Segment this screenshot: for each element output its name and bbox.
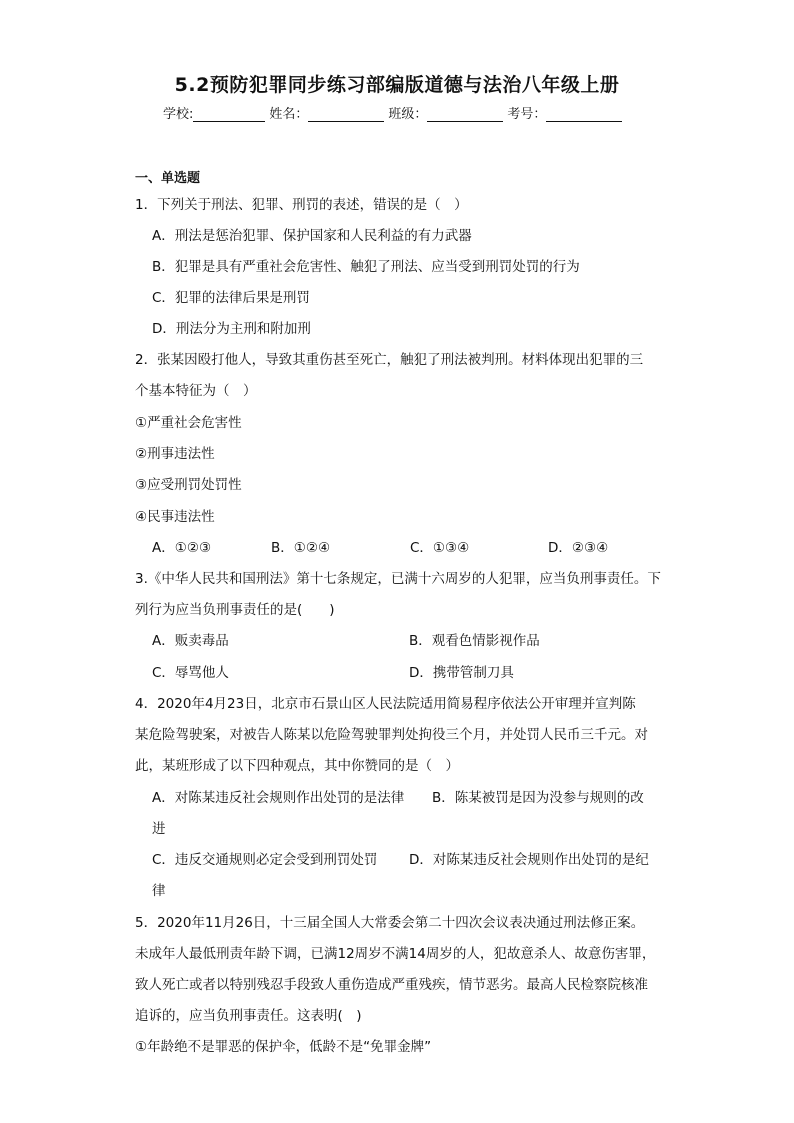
q5-stem-line3: 致人死亡或者以特别残忍手段致人重伤造成严重残疾，情节恶劣。最高人民检察院核准 xyxy=(135,977,648,993)
school-label: 学校: xyxy=(163,107,194,122)
q4-stem-line1: 4．2020年4月23日，北京市石景山区人民法院适用简易程序依法公开审理并宣判陈 xyxy=(135,696,636,712)
q3-option-a: A．贩卖毒品 xyxy=(152,633,229,649)
class-blank xyxy=(427,107,503,122)
q4-option-a: A．对陈某违反社会规则作出处罚的是法律 xyxy=(152,790,405,806)
q1-stem: 1．下列关于刑法、犯罪、刑罚的表述，错误的是（ ） xyxy=(135,197,468,213)
section-heading: 一、单选题 xyxy=(135,171,201,186)
exam-no-label: 考号： xyxy=(507,107,547,122)
q2-statement-2: ②刑事违法性 xyxy=(135,446,215,462)
q3-option-b: B．观看色情影视作品 xyxy=(409,633,540,649)
q2-option-a: A．①②③ xyxy=(152,540,212,556)
q2-statement-1: ①严重社会危害性 xyxy=(135,415,242,431)
q3-stem-line2: 列行为应当负刑事责任的是( ) xyxy=(135,602,335,618)
q5-statement-1: ①年龄绝不是罪恶的保护伞，低龄不是“免罪金牌” xyxy=(135,1039,432,1055)
q4-option-c: C．违反交通规则必定会受到刑罚处罚 xyxy=(152,852,378,868)
q4-option-d: D．对陈某违反社会规则作出处罚的是纪 xyxy=(409,852,649,868)
q2-stem-line2: 个基本特征为（ ） xyxy=(135,383,257,399)
q2-stem-line1: 2．张某因殴打他人，导致其重伤甚至死亡，触犯了刑法被判刑。材料体现出犯罪的三 xyxy=(135,352,644,368)
q2-statement-3: ③应受刑罚处罚性 xyxy=(135,477,242,493)
q5-stem-line1: 5．2020年11月26日，十三届全国人大常委会第二十四次会议表决通过刑法修正案。 xyxy=(135,915,645,931)
q5-stem-line4: 追诉的，应当负刑事责任。这表明( ) xyxy=(135,1008,362,1024)
page-title: 5.2预防犯罪同步练习部编版道德与法治八年级上册 xyxy=(174,74,620,96)
q2-option-d: D．②③④ xyxy=(548,540,609,556)
q2-option-c: C．①③④ xyxy=(410,540,470,556)
q5-stem-line2: 未成年人最低刑责年龄下调，已满12周岁不满14周岁的人，犯故意杀人、故意伤害罪， xyxy=(135,946,656,962)
student-info-row xyxy=(163,103,626,122)
q1-option-d: D．刑法分为主刑和附加刑 xyxy=(152,321,311,337)
q4-stem-line2: 某危险驾驶案，对被告人陈某以危险驾驶罪判处拘役三个月，并处罚人民币三千元。对 xyxy=(135,727,648,743)
name-label: 姓名： xyxy=(269,107,309,122)
q1-option-c: C．犯罪的法律后果是刑罚 xyxy=(152,290,310,306)
q4-stem-line3: 此，某班形成了以下四种观点，其中你赞同的是（ ） xyxy=(135,758,459,774)
name-blank xyxy=(308,107,384,122)
q4-option-b-cont: 进 xyxy=(152,821,166,837)
q1-option-a: A．刑法是惩治犯罪、保护国家和人民利益的有力武器 xyxy=(152,228,472,244)
q1-option-b: B．犯罪是具有严重社会危害性、触犯了刑法、应当受到刑罚处罚的行为 xyxy=(152,259,580,275)
q2-option-b: B．①②④ xyxy=(271,540,331,556)
q3-stem-line1: 3.《中华人民共和国刑法》第十七条规定，已满十六周岁的人犯罪，应当负刑事责任。下 xyxy=(135,571,661,587)
q4-option-d-cont: 律 xyxy=(152,883,166,899)
q2-statement-4: ④民事违法性 xyxy=(135,509,215,525)
school-blank xyxy=(193,107,265,122)
q3-option-d: D．携带管制刀具 xyxy=(409,665,514,681)
class-label: 班级： xyxy=(388,107,428,122)
q4-option-b: B．陈某被罚是因为没参与规则的改 xyxy=(432,790,644,806)
exam-no-blank xyxy=(546,107,622,122)
q3-option-c: C．辱骂他人 xyxy=(152,665,229,681)
